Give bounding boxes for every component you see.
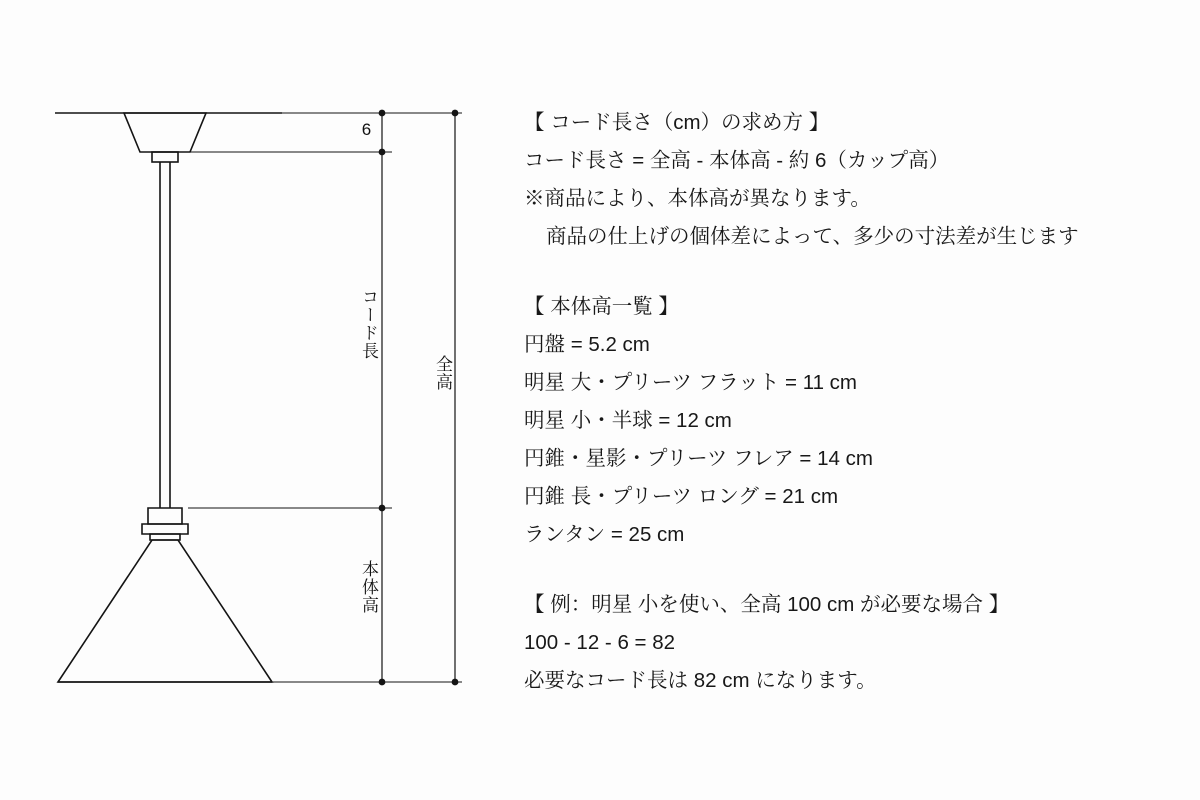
shade-neck <box>150 534 180 540</box>
section1-line-0: コード長さ = 全高 - 本体高 - 約 6（カップ高） <box>524 149 950 172</box>
lamp-dimension-diagram <box>0 0 500 800</box>
spacer-1 <box>524 278 1174 288</box>
explanation-panel <box>524 104 1174 722</box>
dimension-label-cord-length: コード長 <box>359 288 378 360</box>
ceiling-cup <box>124 113 206 152</box>
cup-collar <box>152 152 178 162</box>
section-cord-length-formula <box>524 104 1174 256</box>
section1-line-2: 商品の仕上げの個体差によって、多少の寸法差が生じます <box>546 225 1079 248</box>
dimension-label-cup-height: 6 <box>357 120 376 140</box>
section-body-height-list <box>524 288 1174 554</box>
body-height-item-0: 円盤 = 5.2 cm <box>524 333 650 356</box>
section3-heading: 【 例：明星 小を使い、全高 100 cm が必要な場合 】 <box>524 593 1010 616</box>
shade-cone <box>58 540 272 682</box>
body-height-item-5: ランタン = 25 cm <box>524 523 685 546</box>
spacer-2 <box>524 576 1174 586</box>
section2-heading: 【 本体高一覧 】 <box>524 295 679 318</box>
socket-body <box>148 508 182 524</box>
socket-ring <box>142 524 188 534</box>
section1-line-1: ※商品により、本体高が異なります。 <box>524 187 871 210</box>
section1-heading: 【 コード長さ（cm）の求め方 】 <box>524 111 830 134</box>
body-height-item-4: 円錐 長・プリーツ ロング = 21 cm <box>524 485 839 508</box>
section3-line-0: 100 - 12 - 6 = 82 <box>524 631 676 654</box>
section-example <box>524 586 1174 700</box>
dimension-endpoints <box>379 110 459 686</box>
section3-line-1: 必要なコード長は 82 cm になります。 <box>524 669 877 692</box>
body-height-item-2: 明星 小・半球 = 12 cm <box>524 409 732 432</box>
body-height-item-3: 円錐・星影・プリーツ フレア = 14 cm <box>524 447 873 470</box>
dimension-label-body-height: 本体高 <box>359 560 378 614</box>
body-height-item-1: 明星 大・プリーツ フラット = 11 cm <box>524 371 858 394</box>
diagram-svg <box>0 0 500 800</box>
dimension-label-total-height: 全高 <box>433 355 452 391</box>
